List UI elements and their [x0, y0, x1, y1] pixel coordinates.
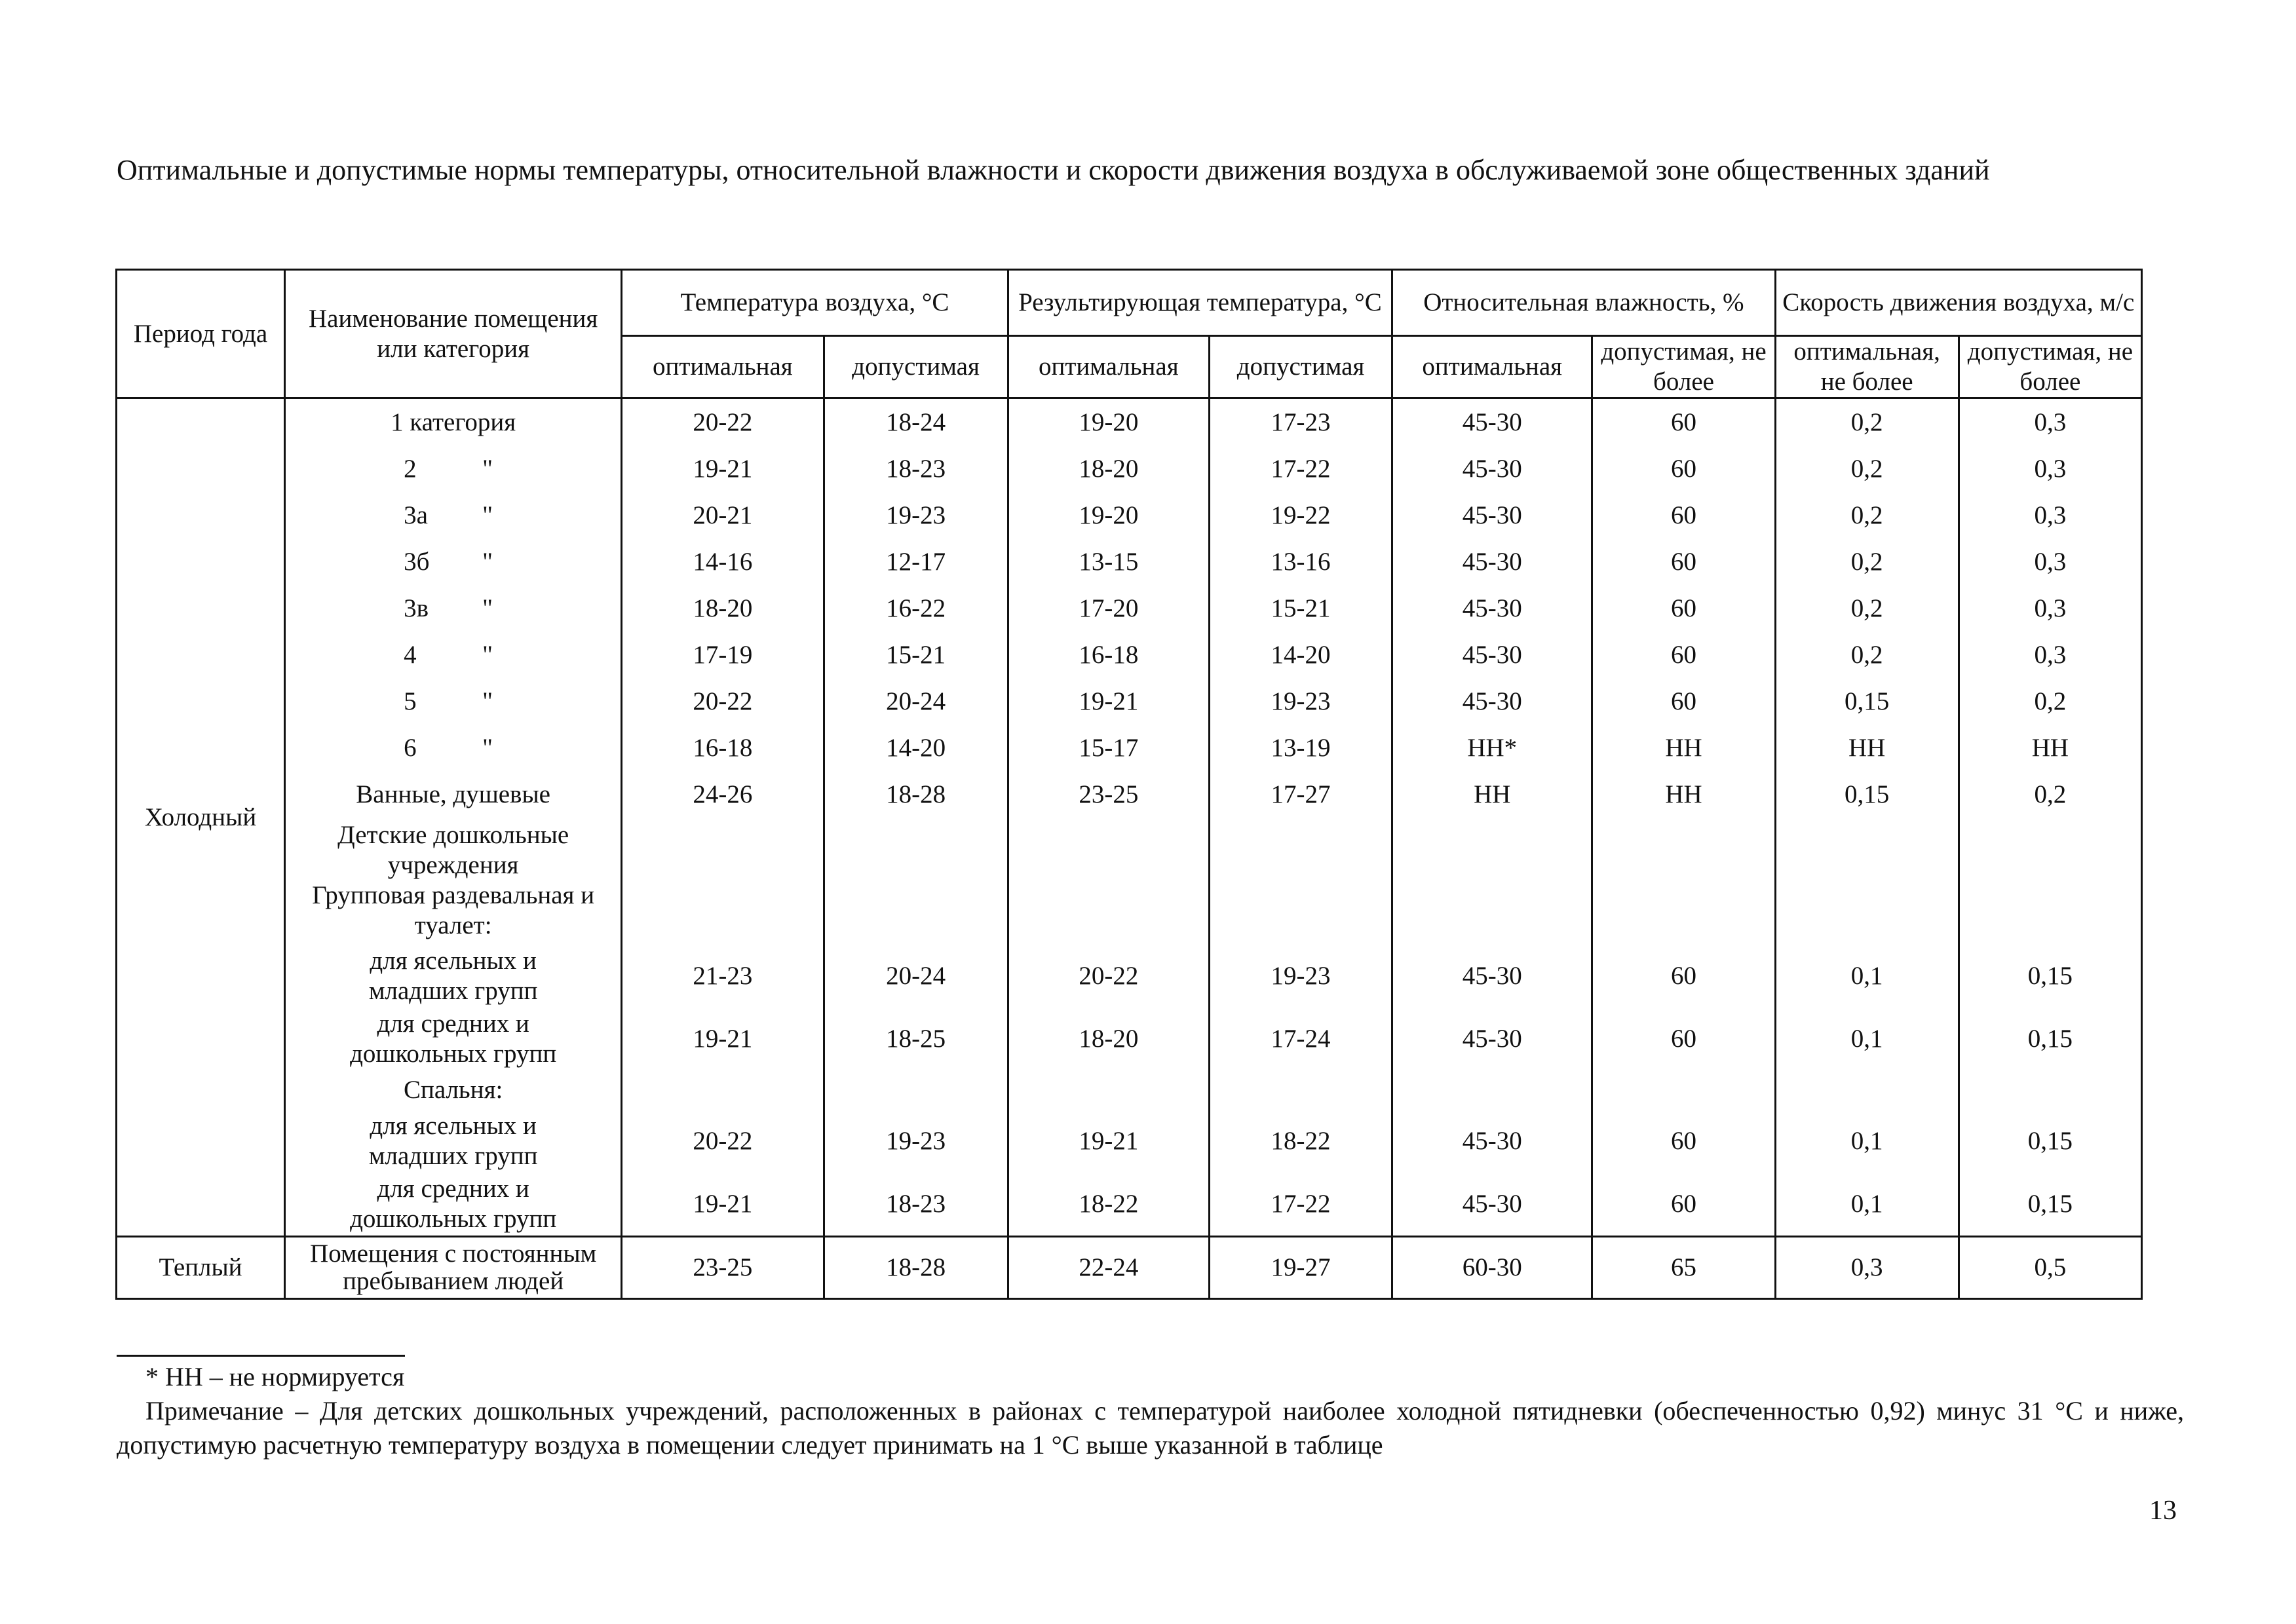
header-period: Период года — [117, 270, 285, 398]
value-cell: 19-21 — [622, 445, 824, 492]
kindergarten-heading — [285, 818, 622, 945]
value-cell: 18-20 — [1008, 445, 1209, 492]
value-cell: 19-21 — [622, 1008, 824, 1070]
value-cell: 0,15 — [1959, 1008, 2141, 1070]
value-cell: 0,2 — [1775, 445, 1959, 492]
value-cell: 18-28 — [824, 771, 1008, 818]
value-cell: 0,15 — [1959, 945, 2141, 1008]
value-cell: 19-23 — [1209, 678, 1392, 725]
category-number: 6 — [404, 733, 417, 762]
value-cell: 17-22 — [1209, 1173, 1392, 1237]
value-cell: 0,2 — [1959, 678, 2141, 725]
empty-cell — [1392, 818, 1592, 945]
value-cell: 60 — [1592, 585, 1775, 632]
room-name — [285, 632, 622, 678]
table-row — [117, 771, 2142, 818]
value-cell: 45-30 — [1392, 632, 1592, 678]
value-cell: 20-24 — [824, 678, 1008, 725]
header-room: Наименование помещения или категория — [285, 270, 622, 398]
table-row — [117, 1173, 2142, 1237]
ditto-mark: " — [482, 733, 493, 762]
value-cell: НН — [1959, 725, 2141, 771]
table-row — [117, 445, 2142, 492]
value-cell: 18-20 — [1008, 1008, 1209, 1070]
empty-cell — [1775, 1070, 1959, 1110]
value-cell: 22-24 — [1008, 1237, 1209, 1299]
value-cell: 19-23 — [1209, 945, 1392, 1008]
value-cell: 14-20 — [824, 725, 1008, 771]
table-row — [117, 945, 2142, 1008]
value-cell: 45-30 — [1392, 492, 1592, 538]
category-number: 5 — [404, 687, 417, 715]
bedroom-heading-row — [117, 1070, 2142, 1110]
value-cell: 23-25 — [622, 1237, 824, 1299]
table-row — [117, 1008, 2142, 1070]
value-cell: 18-25 — [824, 1008, 1008, 1070]
value-cell: 45-30 — [1392, 1110, 1592, 1173]
category-number: 4 — [404, 640, 417, 669]
category-number: 3в — [404, 594, 429, 622]
value-cell: 0,1 — [1775, 1008, 1959, 1070]
value-cell: 0,3 — [1959, 632, 2141, 678]
table-title: Оптимальные и допустимые нормы температуры, относительной влажности и скорости движения воздуха в обслуживаемой зоне общественных зданий — [117, 154, 1990, 186]
value-cell: 60 — [1592, 492, 1775, 538]
room-name: Помещения с постоянным пребыванием людей — [285, 1237, 622, 1299]
room-name — [285, 585, 622, 632]
room-name: для средних и дошкольных групп — [285, 1008, 622, 1070]
value-cell: 60 — [1592, 678, 1775, 725]
room-name — [285, 725, 622, 771]
value-cell: 0,2 — [1775, 632, 1959, 678]
header-result-temp: Результирующая температура, °С — [1008, 270, 1392, 336]
empty-cell — [1592, 1070, 1775, 1110]
value-cell: 19-23 — [824, 492, 1008, 538]
table-row — [117, 538, 2142, 585]
empty-cell — [824, 1070, 1008, 1110]
value-cell: 20-22 — [622, 1110, 824, 1173]
kindergarten-heading-row — [117, 818, 2142, 945]
empty-cell — [1209, 818, 1392, 945]
empty-cell — [824, 818, 1008, 945]
value-cell: 0,3 — [1959, 445, 2141, 492]
subheader-optimal-max: оптимальная, не более — [1775, 336, 1959, 398]
value-cell: 17-27 — [1209, 771, 1392, 818]
room-name — [285, 445, 622, 492]
empty-cell — [1775, 818, 1959, 945]
empty-cell — [1008, 818, 1209, 945]
value-cell: 45-30 — [1392, 398, 1592, 446]
bedroom-title: Спальня: — [285, 1070, 622, 1110]
footnote-rule — [117, 1355, 405, 1357]
subheader-permissible: допустимая — [1209, 336, 1392, 398]
empty-cell — [1959, 1070, 2141, 1110]
value-cell: 19-21 — [622, 1173, 824, 1237]
value-cell: 0,1 — [1775, 945, 1959, 1008]
value-cell: 0,2 — [1775, 398, 1959, 446]
subheader-permissible-max: допустимая, не более — [1959, 336, 2141, 398]
value-cell: 0,15 — [1775, 771, 1959, 818]
value-cell: 19-27 — [1209, 1237, 1392, 1299]
value-cell: 0,15 — [1775, 678, 1959, 725]
value-cell: 18-22 — [1209, 1110, 1392, 1173]
norms-table — [115, 269, 2143, 1300]
empty-cell — [1209, 1070, 1392, 1110]
value-cell: 19-21 — [1008, 678, 1209, 725]
value-cell: 18-28 — [824, 1237, 1008, 1299]
value-cell: 0,3 — [1959, 492, 2141, 538]
room-name — [285, 492, 622, 538]
table-row — [117, 678, 2142, 725]
value-cell: 20-22 — [622, 678, 824, 725]
value-cell: 60 — [1592, 538, 1775, 585]
value-cell: 20-21 — [622, 492, 824, 538]
ditto-mark: " — [482, 547, 493, 576]
value-cell: 16-22 — [824, 585, 1008, 632]
empty-cell — [1392, 1070, 1592, 1110]
note: Примечание – Для детских дошкольных учреждений, расположенных в районах с температурой наиболее холодной пятидневки (обеспеченностью 0,92) минус 31 °С и ниже, допустимую расчетную температуру воздуха в помещении следует принимать на 1 °С выше указанной в таблице — [117, 1396, 2184, 1460]
value-cell: 0,3 — [1959, 538, 2141, 585]
value-cell: 15-21 — [1209, 585, 1392, 632]
value-cell: 13-15 — [1008, 538, 1209, 585]
ditto-mark: " — [482, 687, 493, 715]
empty-cell — [1592, 818, 1775, 945]
category-number: 3а — [404, 500, 428, 529]
value-cell: 18-24 — [824, 398, 1008, 446]
value-cell: 17-20 — [1008, 585, 1209, 632]
value-cell: 60 — [1592, 445, 1775, 492]
value-cell: 17-23 — [1209, 398, 1392, 446]
value-cell: 13-16 — [1209, 538, 1392, 585]
empty-cell — [1008, 1070, 1209, 1110]
cold-period-body — [117, 398, 2142, 1237]
value-cell: НН — [1392, 771, 1592, 818]
value-cell: 45-30 — [1392, 538, 1592, 585]
empty-cell — [622, 818, 824, 945]
value-cell: 0,15 — [1959, 1110, 2141, 1173]
table-row — [117, 725, 2142, 771]
value-cell: 0,3 — [1959, 585, 2141, 632]
table-row — [117, 1110, 2142, 1173]
value-cell: 19-21 — [1008, 1110, 1209, 1173]
value-cell: 45-30 — [1392, 1173, 1592, 1237]
value-cell: 18-20 — [622, 585, 824, 632]
room-name: 1 категория — [285, 398, 622, 446]
value-cell: 17-19 — [622, 632, 824, 678]
value-cell: 45-30 — [1392, 585, 1592, 632]
ditto-mark: " — [482, 640, 493, 669]
value-cell: 0,5 — [1959, 1237, 2141, 1299]
value-cell: 19-20 — [1008, 492, 1209, 538]
value-cell: 24-26 — [622, 771, 824, 818]
ditto-mark: " — [482, 594, 493, 622]
value-cell: НН — [1592, 725, 1775, 771]
value-cell: 19-20 — [1008, 398, 1209, 446]
room-name — [285, 538, 622, 585]
value-cell: 16-18 — [1008, 632, 1209, 678]
ditto-mark: " — [482, 454, 493, 483]
value-cell: 65 — [1592, 1237, 1775, 1299]
value-cell: 21-23 — [622, 945, 824, 1008]
value-cell: 60 — [1592, 1008, 1775, 1070]
empty-cell — [622, 1070, 824, 1110]
footnote: * НН – не нормируется — [145, 1362, 405, 1391]
value-cell: 17-22 — [1209, 445, 1392, 492]
value-cell: 0,1 — [1775, 1173, 1959, 1237]
header-humidity: Относительная влажность, % — [1392, 270, 1775, 336]
value-cell: 19-23 — [824, 1110, 1008, 1173]
value-cell: 13-19 — [1209, 725, 1392, 771]
value-cell: 0,15 — [1959, 1173, 2141, 1237]
period-cold: Холодный — [117, 398, 285, 1237]
value-cell: 0,3 — [1775, 1237, 1959, 1299]
page-number: 13 — [2149, 1496, 2177, 1526]
value-cell: 60-30 — [1392, 1237, 1592, 1299]
value-cell: 0,2 — [1775, 538, 1959, 585]
category-number: 2 — [404, 454, 417, 483]
group-room-title: Групповая раздевальная и туалет: — [312, 881, 595, 939]
table-row — [117, 492, 2142, 538]
value-cell: 45-30 — [1392, 1008, 1592, 1070]
table-row — [117, 398, 2142, 446]
value-cell: 15-21 — [824, 632, 1008, 678]
value-cell: 18-23 — [824, 1173, 1008, 1237]
value-cell: 60 — [1592, 1173, 1775, 1237]
value-cell: 60 — [1592, 1110, 1775, 1173]
table-row — [117, 632, 2142, 678]
value-cell: 45-30 — [1392, 945, 1592, 1008]
value-cell: 15-17 — [1008, 725, 1209, 771]
empty-cell — [1959, 818, 2141, 945]
value-cell: НН — [1775, 725, 1959, 771]
header-air-speed: Скорость движения воздуха, м/с — [1775, 270, 2141, 336]
room-name: для средних и дошкольных групп — [285, 1173, 622, 1237]
subheader-optimal: оптимальная — [1392, 336, 1592, 398]
room-name: Ванные, душевые — [285, 771, 622, 818]
category-number: 3б — [404, 547, 430, 576]
room-name: для ясельных и младших групп — [285, 945, 622, 1008]
value-cell: 17-24 — [1209, 1008, 1392, 1070]
value-cell: 60 — [1592, 632, 1775, 678]
value-cell: 60 — [1592, 945, 1775, 1008]
value-cell: 0,2 — [1775, 585, 1959, 632]
value-cell: 14-20 — [1209, 632, 1392, 678]
table-row — [117, 585, 2142, 632]
warm-period-body — [117, 1237, 2142, 1299]
header-row-1 — [117, 270, 2142, 336]
value-cell: 20-24 — [824, 945, 1008, 1008]
ditto-mark: " — [482, 500, 493, 529]
subheader-permissible: допустимая — [824, 336, 1008, 398]
period-warm: Теплый — [117, 1237, 285, 1299]
kindergarten-title: Детские дошкольные учреждения — [337, 821, 569, 879]
value-cell: 18-22 — [1008, 1173, 1209, 1237]
subheader-optimal: оптимальная — [1008, 336, 1209, 398]
value-cell: 12-17 — [824, 538, 1008, 585]
room-name — [285, 678, 622, 725]
value-cell: 23-25 — [1008, 771, 1209, 818]
room-name: для ясельных и младших групп — [285, 1110, 622, 1173]
value-cell: 45-30 — [1392, 445, 1592, 492]
value-cell: 14-16 — [622, 538, 824, 585]
subheader-optimal: оптимальная — [622, 336, 824, 398]
value-cell: 60 — [1592, 398, 1775, 446]
value-cell: 20-22 — [1008, 945, 1209, 1008]
value-cell: 0,2 — [1775, 492, 1959, 538]
value-cell: НН — [1592, 771, 1775, 818]
value-cell: 20-22 — [622, 398, 824, 446]
value-cell: НН* — [1392, 725, 1592, 771]
value-cell: 0,2 — [1959, 771, 2141, 818]
value-cell: 0,3 — [1959, 398, 2141, 446]
value-cell: 0,1 — [1775, 1110, 1959, 1173]
subheader-permissible-max: допустимая, не более — [1592, 336, 1775, 398]
value-cell: 19-22 — [1209, 492, 1392, 538]
header-air-temp: Температура воздуха, °С — [622, 270, 1008, 336]
value-cell: 18-23 — [824, 445, 1008, 492]
value-cell: 16-18 — [622, 725, 824, 771]
table-row — [117, 1237, 2142, 1299]
value-cell: 45-30 — [1392, 678, 1592, 725]
